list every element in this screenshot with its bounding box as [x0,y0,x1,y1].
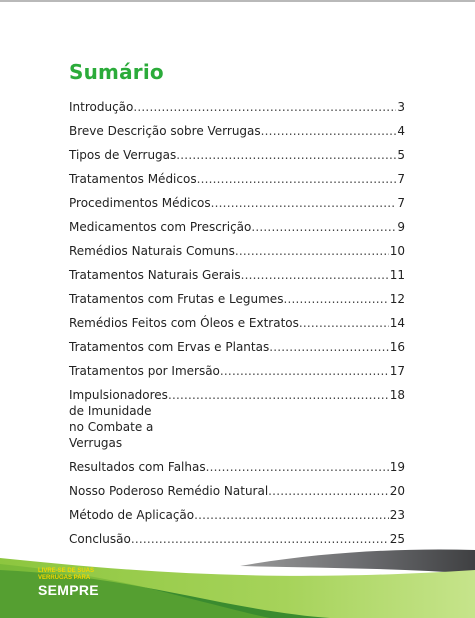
toc-entry-title: Remédios Naturais Comuns [69,244,235,258]
toc-entry[interactable] [69,239,405,263]
toc-entry-title: Tratamentos Naturais Gerais [69,268,241,282]
toc-leader-dots [133,95,396,119]
toc-page-number: 17 [389,364,405,378]
logo-line-2: VERRUGAS PARA [38,575,91,581]
toc-page-number: 16 [389,340,405,354]
toc-entry[interactable] [69,119,405,143]
toc-page-number: 19 [389,460,405,474]
toc-entry-title: Procedimentos Médicos [69,196,211,210]
toc-entry[interactable] [69,95,405,119]
toc-entry-title: Tratamentos com Frutas e Legumes [69,292,284,306]
page-title: Sumário [69,60,164,84]
toc-leader-dots [194,503,389,527]
logo-wordmark: SEMPRE [38,582,99,598]
toc-entry[interactable] [69,191,405,215]
toc-entry[interactable] [69,455,405,479]
toc-entry[interactable] [69,167,405,191]
toc-leader-dots [251,215,396,239]
toc-entry-title: Método de Aplicação [69,508,195,522]
toc-page-number: 7 [397,172,405,186]
toc-leader-dots [176,143,396,167]
toc-entry-title: Impulsionadores de Imunidade no Combate a Verrugas [69,388,168,450]
toc-entry-title: Tratamentos por Imersão [69,364,220,378]
toc-page-number: 12 [389,292,405,306]
toc-entry[interactable] [69,215,405,239]
toc-page-number: 25 [389,532,405,546]
toc-page-number: 14 [389,316,405,330]
toc-page-number: 23 [389,508,405,522]
toc-leader-dots [268,479,389,503]
toc-entry[interactable] [69,263,405,287]
toc-entry-title: Resultados com Falhas [69,460,206,474]
toc-entry-title: Tratamentos com Ervas e Plantas [69,340,270,354]
toc-leader-dots [197,167,397,191]
toc-page-number: 5 [397,148,405,162]
toc-page-number: 18 [389,388,405,402]
toc-leader-dots [299,311,389,335]
toc-entry[interactable] [69,503,405,527]
page-top-border [0,0,475,2]
toc-page-number: 4 [397,124,405,138]
toc-entry-title: Remédios Feitos com Óleos e Extratos [69,316,299,330]
toc-page-number: 11 [389,268,405,282]
toc-leader-dots [168,387,389,403]
toc-entry-title: Breve Descrição sobre Verrugas [69,124,261,138]
toc-leader-dots [211,191,397,215]
toc-page-number: 3 [397,100,405,114]
toc-entry[interactable] [69,479,405,503]
toc-entry[interactable] [69,143,405,167]
toc-page-number: 10 [389,244,405,258]
toc-leader-dots [241,263,389,287]
logo-line-1: LIVRE-SE DE SUAS [38,568,95,574]
toc-leader-dots [235,239,389,263]
toc-entry[interactable] [69,335,405,359]
toc-page-number: 20 [389,484,405,498]
toc-entry[interactable] [69,383,405,455]
toc-entry-title: Nosso Poderoso Remédio Natural [69,484,269,498]
table-of-contents [69,95,405,551]
toc-entry-title: Tratamentos Médicos [69,172,197,186]
brand-logo [38,568,128,598]
toc-page-number: 7 [397,196,405,210]
toc-leader-dots [261,119,397,143]
toc-entry-title: Introdução [69,100,134,114]
toc-leader-dots [220,359,389,383]
toc-entry[interactable] [69,287,405,311]
footer-gray-swoosh [240,550,475,574]
toc-leader-dots [206,455,389,479]
toc-entry-title: Conclusão [69,532,131,546]
toc-entry-title: Medicamentos com Prescrição [69,220,252,234]
toc-entry-title: Tipos de Verrugas [69,148,177,162]
toc-entry[interactable] [69,359,405,383]
toc-leader-dots [283,287,388,311]
toc-leader-dots [269,335,388,359]
toc-page-number: 9 [397,220,405,234]
toc-entry[interactable] [69,311,405,335]
